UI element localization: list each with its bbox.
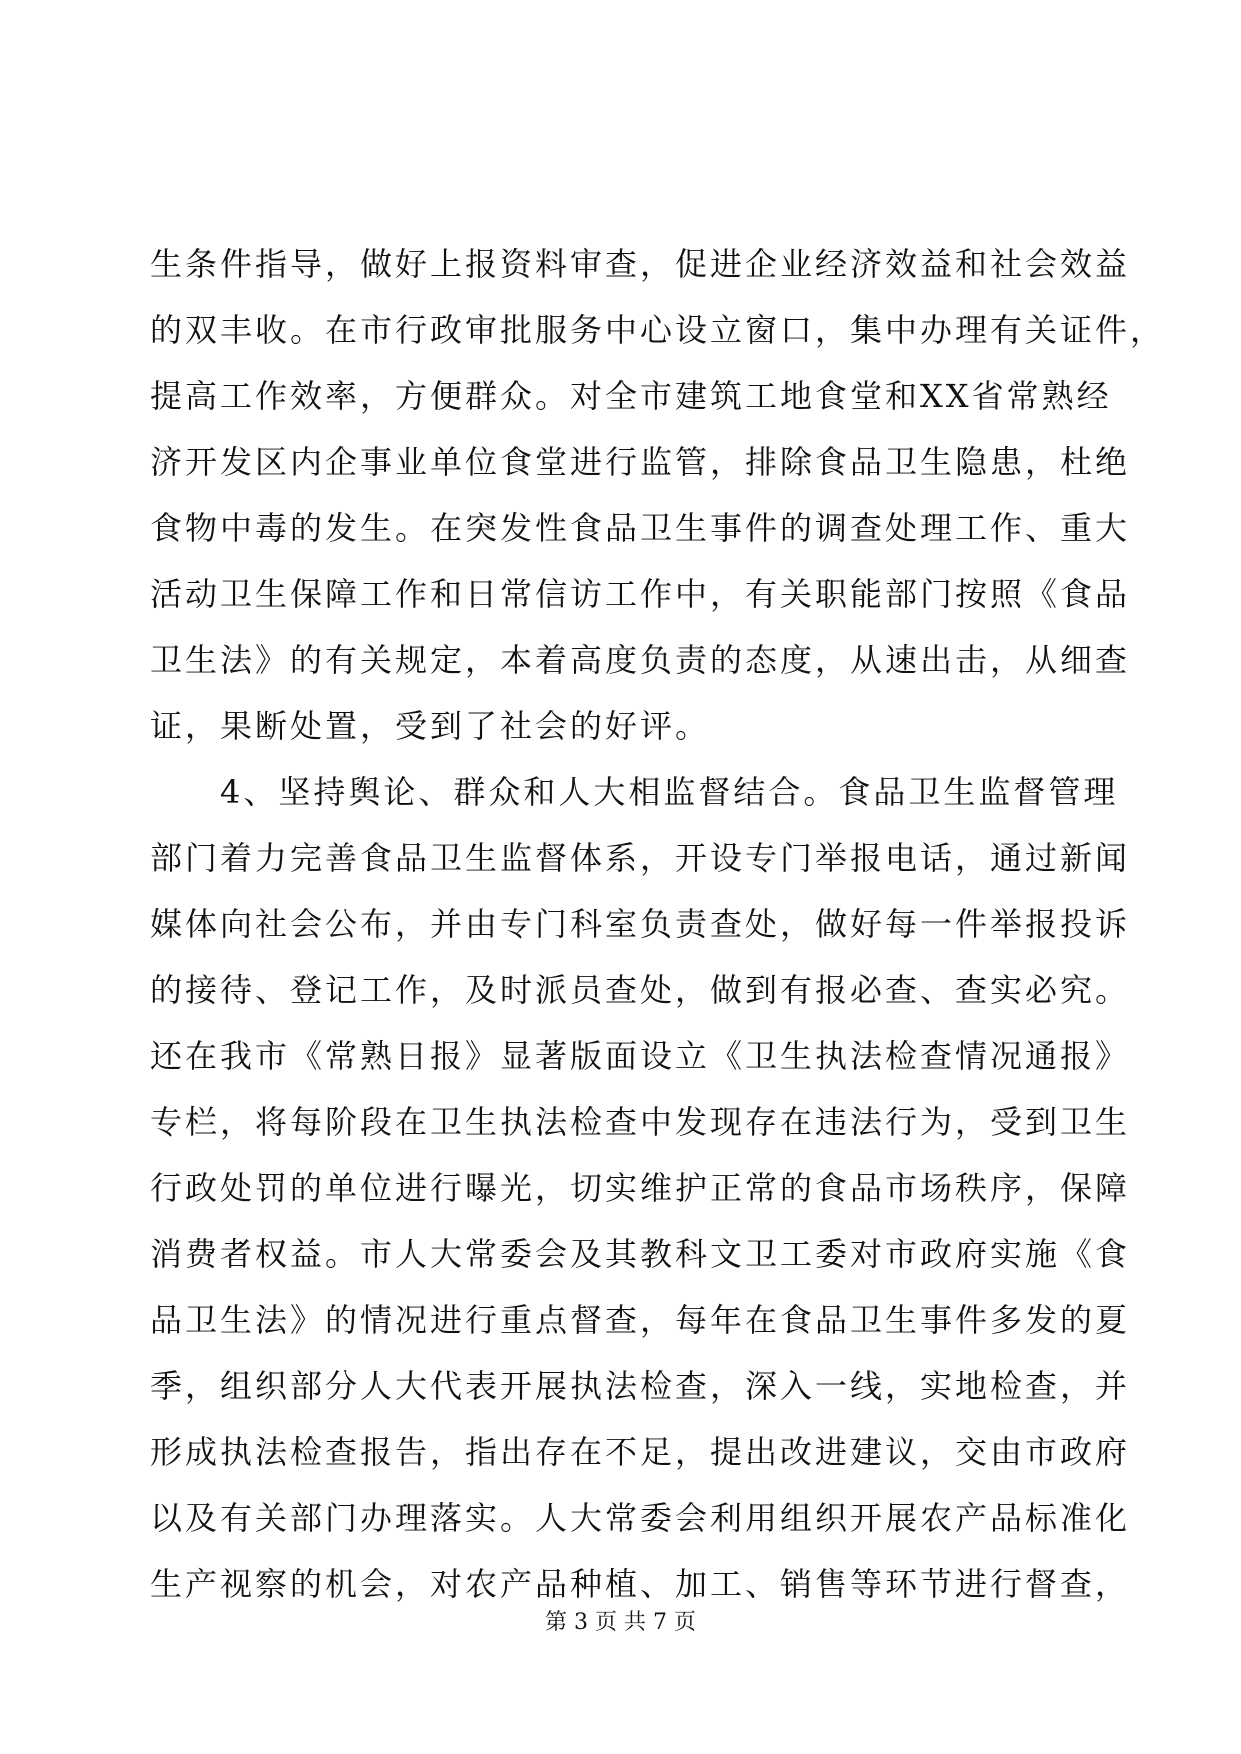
text-line: 还在我市《常熟日报》显著版面设立《卫生执法检查情况通报》 bbox=[150, 1037, 1131, 1075]
text-line: 品卫生法》的情况进行重点督查，每年在食品卫生事件多发的夏 bbox=[150, 1301, 1131, 1339]
text-line: 的接待、登记工作，及时派员查处，做到有报必查、查实必究。 bbox=[150, 971, 1131, 1009]
text-line: 消费者权益。市人大常委会及其教科文卫工委对市政府实施《食 bbox=[150, 1235, 1131, 1273]
text-line: 以及有关部门办理落实。人大常委会利用组织开展农产品标准化 bbox=[150, 1499, 1131, 1537]
text-line: 活动卫生保障工作和日常信访工作中，有关职能部门按照《食品 bbox=[150, 575, 1131, 613]
text-line: 季，组织部分人大代表开展执法检查，深入一线，实地检查，并 bbox=[150, 1367, 1131, 1405]
page-number-footer: 第 3 页 共 7 页 bbox=[545, 1610, 696, 1635]
text-line: 卫生法》的有关规定，本着高度负责的态度，从速出击，从细查 bbox=[150, 641, 1131, 679]
text-line: 媒体向社会公布，并由专门科室负责查处，做好每一件举报投诉 bbox=[150, 905, 1131, 943]
text-line: 食物中毒的发生。在突发性食品卫生事件的调查处理工作、重大 bbox=[150, 509, 1131, 547]
text-line: 生条件指导，做好上报资料审查，促进企业经济效益和社会效益 bbox=[150, 245, 1131, 283]
text-line: 形成执法检查报告，指出存在不足，提出改进建议，交由市政府 bbox=[150, 1433, 1131, 1471]
paragraph-start-line: 4、坚持舆论、群众和人大相监督结合。食品卫生监督管理 bbox=[150, 773, 1119, 811]
text-line: 的双丰收。在市行政审批服务中心设立窗口，集中办理有关证件， bbox=[150, 311, 1166, 349]
text-line: 专栏，将每阶段在卫生执法检查中发现存在违法行为，受到卫生 bbox=[150, 1103, 1131, 1141]
body-text bbox=[150, 231, 1166, 1617]
text-line: 济开发区内企事业单位食堂进行监管，排除食品卫生隐患，杜绝 bbox=[150, 443, 1131, 481]
text-line: 生产视察的机会，对农产品种植、加工、销售等环节进行督查， bbox=[150, 1565, 1131, 1603]
text-line: 提高工作效率，方便群众。对全市建筑工地食堂和XX省常熟经 bbox=[150, 377, 1112, 415]
text-line: 证，果断处置，受到了社会的好评。 bbox=[150, 707, 711, 745]
text-line: 行政处罚的单位进行曝光，切实维护正常的食品市场秩序，保障 bbox=[150, 1169, 1131, 1207]
text-line: 部门着力完善食品卫生监督体系，开设专门举报电话，通过新闻 bbox=[150, 839, 1131, 877]
